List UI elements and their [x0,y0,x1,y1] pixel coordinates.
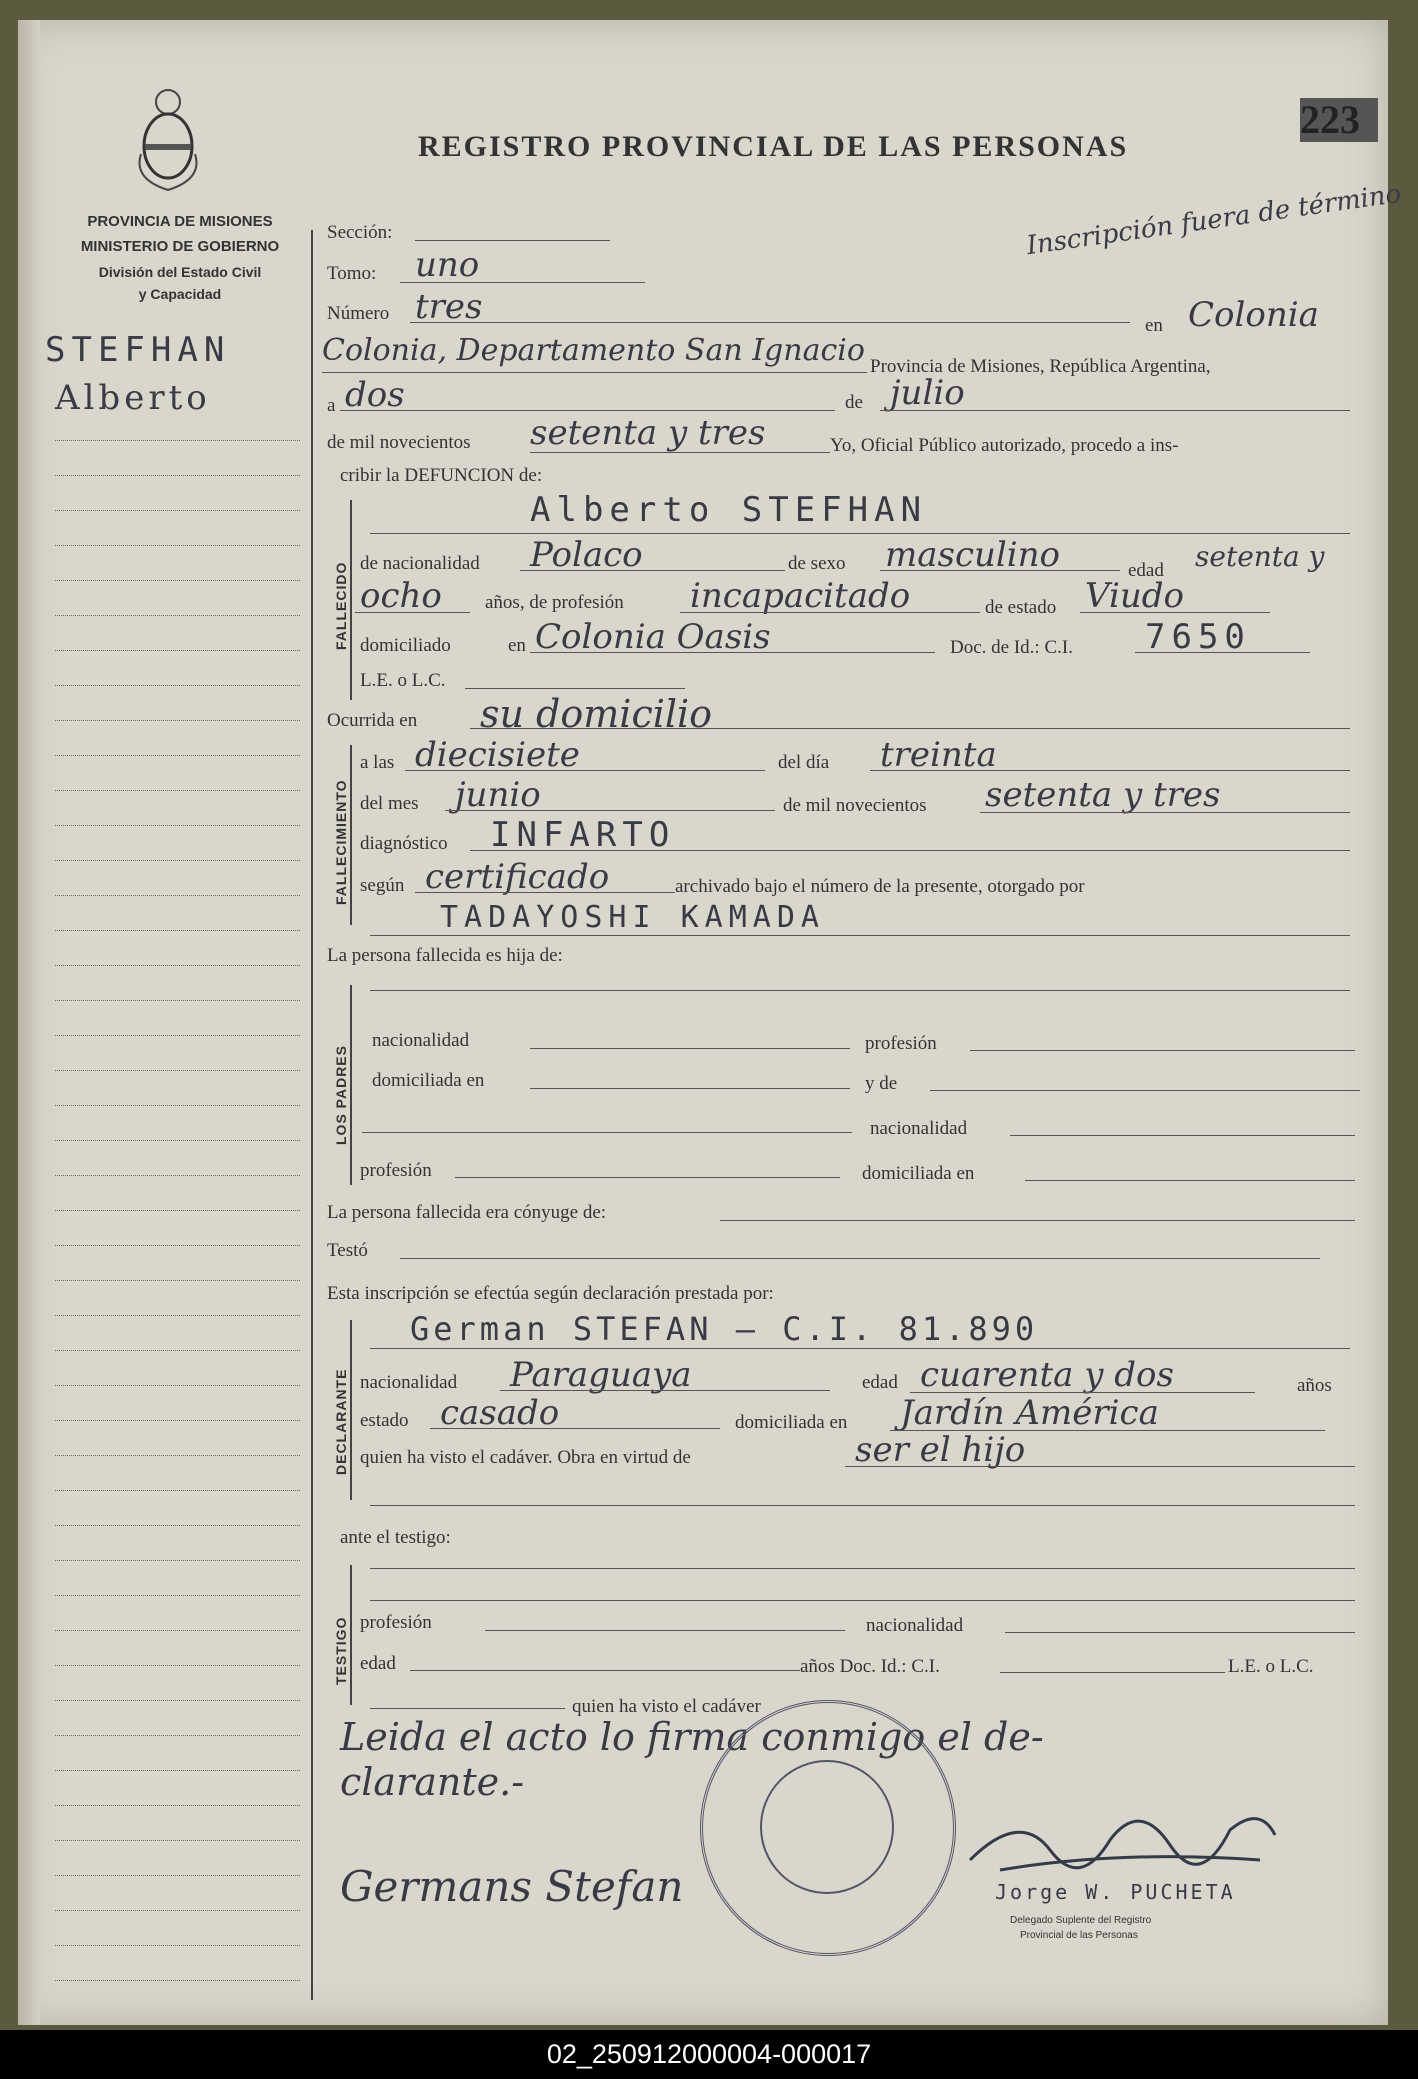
edad-label: edad [1128,560,1164,581]
diagnostico-line [470,850,1350,851]
fallecimiento-section-label: FALLECIMIENTO [333,779,349,905]
de-mil-label: de mil novecientos [327,432,471,453]
cribir-label: cribir la DEFUNCION de: [340,465,543,486]
padre-domicilio-label: domiciliada en [372,1070,485,1091]
numero-line [410,322,1130,323]
padre-domicilio-line [530,1088,850,1089]
fallecido-section-label: FALLECIDO [333,561,349,650]
testo-label: Testó [327,1240,368,1261]
margin-ruled-line [55,1035,300,1036]
seccion-label: Sección: [327,222,393,243]
testigo-section-label: TESTIGO [333,1616,349,1685]
padres-bracket [350,985,352,1185]
margin-ruled-line [55,1525,300,1526]
tomo-line [400,282,645,283]
padre-nacionalidad-label: nacionalidad [372,1030,470,1051]
margin-ruled-line [55,1630,300,1631]
ministry-label: MINISTERIO DE GOBIERNO [80,238,280,255]
margin-surname: STEFHAN [45,330,231,370]
margin-ruled-line [55,1560,300,1561]
decl-domicilio-label: domiciliada en [735,1412,848,1433]
ocurrida-value: su domicilio [480,692,713,736]
provincia-label: Provincia de Misiones, República Argentina, [870,356,1211,377]
margin-divider [311,230,313,2000]
margin-ruled-line [55,1455,300,1456]
nombre-line [370,533,1350,534]
oficial-name: Jorge W. PUCHETA [995,1880,1236,1904]
nacionalidad-line [520,570,785,571]
decl-virtud-line [845,1466,1355,1467]
testigo-line-1 [370,1568,1355,1569]
decl-quien-label: quien ha visto el cadáver. Obra en virtud de [360,1447,691,1468]
margin-ruled-line [55,1420,300,1421]
margin-ruled-line [55,1805,300,1806]
dia-value: dos [345,375,405,415]
decl-edad-value: cuarenta y dos [920,1355,1174,1395]
testigo-le-label: L.E. o L.C. [1228,1656,1314,1677]
profesion-line [680,612,980,613]
nacionalidad-value: Polaco [530,535,643,575]
sexo-line [880,570,1120,571]
profesion-value: incapacitado [690,576,911,616]
document-title: REGISTRO PROVINCIAL DE LAS PERSONAS [418,130,1129,163]
testigo-bottom-line [370,1708,565,1709]
anos-profesion-label: años, de profesión [485,592,624,613]
margin-ruled-line [55,650,300,651]
tomo-label: Tomo: [327,263,377,284]
fallecimiento-bracket [350,745,352,925]
en-domicilio-label: en [508,635,526,656]
testigo-ci-line [1000,1672,1225,1673]
margin-ruled-line [55,1770,300,1771]
mes-line [880,410,1350,411]
margin-ruled-line [55,1385,300,1386]
fallecido-bracket [350,500,352,700]
margin-ruled-line [55,1070,300,1071]
madre-profesion-line [455,1177,840,1178]
margin-ruled-line [55,1490,300,1491]
decl-nacionalidad-line [500,1390,830,1391]
province-label: PROVINCIA DE MISIONES [87,213,273,230]
testigo-line-2 [370,1600,1355,1601]
testigo-edad-label: edad [360,1653,396,1674]
madre-domicilio-label: domiciliada en [862,1163,975,1184]
hora-value: diecisiete [415,735,580,775]
margin-ruled-line [55,475,300,476]
archivado-label: archivado bajo el número de la presente, otorgado por [675,876,1085,897]
decl-edad-label: edad [862,1372,898,1393]
margin-ruled-line [55,1175,300,1176]
madre-profesion-label: profesión [360,1160,432,1181]
padre-nacionalidad-line [530,1048,850,1049]
hora-line [405,770,765,771]
margin-ruled-line [55,440,300,441]
estado-line [1080,612,1270,613]
official-seal-inner [760,1760,894,1894]
anio-muerte-value: setenta y tres [985,775,1221,815]
segun-label: según [360,875,405,896]
margin-ruled-line [55,1280,300,1281]
margin-ruled-line [55,510,300,511]
mes-muerte-line [445,810,775,811]
le-line [465,688,685,689]
margin-ruled-line [55,1875,300,1876]
dia-muerte-value: treinta [880,735,997,775]
sexo-label: de sexo [788,553,846,574]
madre-line-2 [362,1132,852,1133]
margin-ruled-line [55,685,300,686]
a-label: a [327,395,336,416]
decl-virtud-value: ser el hijo [855,1430,1026,1470]
mes-value: julio [890,373,965,413]
cierre-line-1: Leida el acto lo firma conmigo el de- [340,1715,1044,1759]
margin-ruled-line [55,1735,300,1736]
dia-muerte-line [870,770,1350,771]
madre-nacionalidad-label: nacionalidad [870,1118,968,1139]
ci-value: 7650 [1145,617,1251,657]
declarante-line [370,1348,1350,1349]
madre-line [930,1090,1360,1091]
margin-ruled-line [55,1665,300,1666]
le-label: L.E. o L.C. [360,670,446,691]
diagnostico-label: diagnóstico [360,833,448,854]
seccion-line [415,240,610,241]
lugar-value: Colonia, Departamento San Ignacio [322,333,865,368]
de-mil-2-label: de mil novecientos [783,795,927,816]
numero-label: Número [327,303,390,324]
anio-muerte-line [980,812,1350,813]
del-dia-label: del día [778,752,830,773]
margin-ruled-line [55,860,300,861]
decl-estado-label: estado [360,1410,409,1431]
margin-ruled-line [55,1980,300,1981]
padre-profesion-label: profesión [865,1033,937,1054]
medico-line [370,935,1350,936]
edad-value-2: ocho [360,576,442,616]
margin-ruled-line [55,1105,300,1106]
sexo-value: masculino [885,535,1061,575]
ocurrida-label: Ocurrida en [327,710,418,731]
official-signature [960,1790,1290,1880]
margin-ruled-line [55,965,300,966]
margin-annotation: Inscripción fuera de término [1024,178,1403,262]
decl-estado-value: casado [440,1393,560,1433]
margin-ruled-line [55,755,300,756]
ante-testigo-label: ante el testigo: [340,1527,451,1548]
decl-nacionalidad-value: Paraguaya [510,1355,692,1395]
testigo-nacionalidad-label: nacionalidad [866,1615,964,1636]
testo-line [400,1258,1320,1259]
margin-ruled-line [55,930,300,931]
estado-label: de estado [985,597,1057,618]
anio-value: setenta y tres [530,413,766,453]
decl-anos-label: años [1297,1375,1332,1396]
en-value: Colonia [1188,295,1319,335]
margin-ruled-line [55,1840,300,1841]
decl-nacionalidad-label: nacionalidad [360,1372,458,1393]
margin-ruled-line [55,720,300,721]
numero-value: tres [415,287,483,327]
margin-ruled-line [55,1000,300,1001]
margin-name: Alberto [55,378,211,418]
lugar-line [322,372,867,373]
domicilio-line [530,652,935,653]
cierre-line-2: clarante.- [340,1760,525,1804]
margin-ruled-line [55,615,300,616]
inscripcion-label: Esta inscripción se efectúa según declaración prestada por: [327,1283,774,1304]
ci-line [1135,652,1310,653]
testigo-edad-line [410,1670,800,1671]
testigo-doc-label: años Doc. Id.: C.I. [800,1656,940,1677]
margin-ruled-line [55,1350,300,1351]
ocurrida-line [470,728,1350,729]
testigo-bracket [350,1565,352,1705]
tomo-value: uno [415,245,480,285]
padres-line-1 [370,990,1350,991]
margin-ruled-line [55,825,300,826]
document-id-footer: 02_250912000004-000017 [0,2030,1418,2079]
margin-ruled-line [55,1945,300,1946]
margin-ruled-line [55,1140,300,1141]
margin-ruled-line [55,1245,300,1246]
decl-domicilio-value: Jardín América [900,1393,1159,1433]
decl-estado-line [430,1428,720,1429]
doc-label: Doc. de Id.: C.I. [950,637,1073,658]
diagnostico-value: INFARTO [490,815,676,855]
en-label: en [1145,315,1163,336]
fallecido-nombre: Alberto STEFHAN [530,490,928,530]
declarante-signature: Germans Stefan [340,1862,684,1911]
declarante-value: German STEFAN — C.I. 81.890 [410,1310,1039,1348]
del-mes-label: del mes [360,793,419,814]
page-number: 223 [1300,98,1378,142]
decl-extra-line [370,1505,1355,1506]
margin-ruled-line [55,545,300,546]
mes-muerte-value: junio [455,775,541,815]
testigo-nacionalidad-line [1005,1632,1355,1633]
margin-ruled-line [55,895,300,896]
testigo-profesion-line [485,1630,845,1631]
segun-line [415,892,675,893]
de-label: de [845,392,863,413]
a-las-label: a las [360,752,395,773]
testigo-profesion-label: profesión [360,1612,432,1633]
padre-profesion-line [970,1050,1355,1051]
conyuge-line [720,1220,1355,1221]
declarante-bracket [350,1320,352,1500]
y-de-label: y de [865,1073,898,1094]
coat-of-arms-icon [133,84,203,194]
madre-nacionalidad-line [1010,1135,1355,1136]
nacionalidad-label: de nacionalidad [360,553,480,574]
margin-ruled-line [55,580,300,581]
domicilio-value: Colonia Oasis [535,617,771,657]
oficial-cargo-2: Provincial de las Personas [1020,1930,1138,1941]
domiciliado-label: domiciliado [360,635,451,656]
madre-domicilio-line [1025,1180,1355,1181]
hija-label: La persona fallecida es hija de: [327,945,563,966]
testigo-quien-label: quien ha visto el cadáver [572,1696,761,1717]
estado-value: Viudo [1085,576,1184,616]
margin-ruled-line [55,1910,300,1911]
segun-value: certificado [425,857,610,897]
margin-ruled-line [55,1595,300,1596]
margin-ruled-line [55,790,300,791]
dia-line [340,410,835,411]
division-label: División del Estado Civil [98,264,262,280]
declarante-section-label: DECLARANTE [333,1368,349,1475]
edad-value-1: setenta y [1195,540,1325,573]
margin-ruled-line [55,1210,300,1211]
oficial-cargo-1: Delegado Suplente del Registro [1010,1915,1152,1926]
oficial-label: Yo, Oficial Público autorizado, procedo a ins- [830,435,1179,456]
edad-line [355,612,470,613]
margin-ruled-line [55,1700,300,1701]
margin-ruled-line [55,1315,300,1316]
padres-section-label: LOS PADRES [333,1045,349,1145]
conyuge-label: La persona fallecida era cónyuge de: [327,1202,607,1223]
medico-value: TADAYOSHI KAMADA [440,900,825,935]
page-binding [18,20,40,2025]
division-label-2: y Capacidad [138,286,222,302]
anio-line [530,452,830,453]
